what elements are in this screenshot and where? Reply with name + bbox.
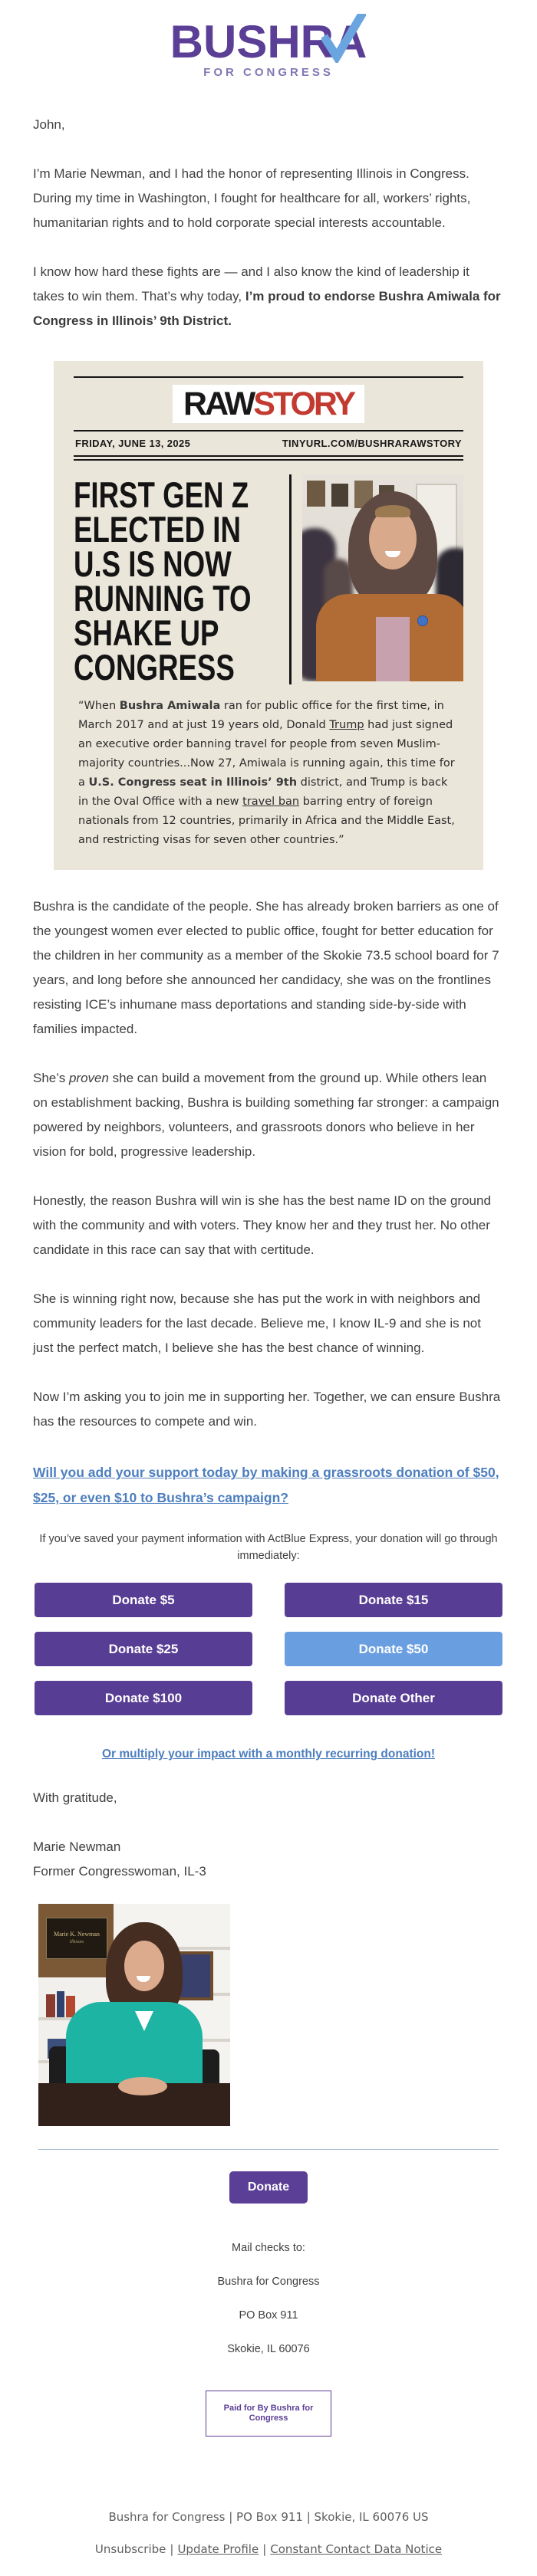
email-content bbox=[0, 113, 537, 2437]
clipping-top-rule bbox=[74, 376, 463, 378]
mail-checks-heading: Mail checks to: bbox=[232, 2242, 305, 2254]
headline-line: CONGRESS bbox=[74, 647, 235, 687]
headline-line: FIRST GEN Z bbox=[74, 474, 249, 515]
trump-link-text: Trump bbox=[329, 719, 364, 731]
donate-other-button[interactable]: Donate Other bbox=[285, 1681, 502, 1715]
framed-photo bbox=[178, 1951, 213, 2000]
footer bbox=[0, 2510, 537, 2576]
paragraph-endorsement: I know how hard these fights are — and I also know the kind of leadership it takes to win them. That’s why today, I’m proud to endorse Bushra Amiwala for Congress in Illinois’ 9th District. bbox=[33, 264, 501, 328]
signoff: With gratitude, bbox=[33, 1790, 117, 1805]
rawstory-masthead bbox=[74, 385, 463, 423]
headline-line: SHAKE UP bbox=[74, 612, 219, 653]
mail-checks-org: Bushra for Congress bbox=[217, 2276, 320, 2288]
donate-100-button[interactable]: Donate $100 bbox=[35, 1681, 252, 1715]
sender-title: Former Congresswoman, IL-3 bbox=[33, 1864, 206, 1879]
donate-15-button[interactable]: Donate $15 bbox=[285, 1583, 502, 1617]
rawstory-clipping bbox=[54, 361, 483, 870]
footer-links: Unsubscribe | Update Profile | Constant Contact Data Notice bbox=[94, 2542, 443, 2556]
campaign-logo bbox=[0, 11, 537, 79]
donate-50-button[interactable]: Donate $50 bbox=[285, 1632, 502, 1666]
footer-address: Bushra for Congress | PO Box 911 | Skokie, IL 60076 US bbox=[108, 2510, 429, 2524]
recurring-donation-link[interactable]: Or multiply your impact with a monthly recurring donation! bbox=[101, 1747, 436, 1761]
marie-newman-photo bbox=[38, 1904, 230, 2126]
greeting: John, bbox=[33, 117, 65, 132]
logo-tagline: FOR CONGRESS bbox=[203, 66, 334, 79]
headline-line: RUNNING TO bbox=[74, 578, 252, 619]
donate-5-button[interactable]: Donate $5 bbox=[35, 1583, 252, 1617]
paragraph-candidate: Bushra is the candidate of the people. She has already broken barriers as one of the youngest women ever elected to public office, fought for better education for the children in her community as a member of the Skokie 73.5 school board for 7 years, and long before she announced her candidacy, she was on the frontlines resisting ICE’s inhumane mass deportations and standing side-by-side with families impacted. bbox=[33, 899, 499, 1036]
mail-checks-city: Skokie, IL 60076 bbox=[227, 2343, 310, 2355]
logo-wordmark bbox=[170, 18, 367, 66]
checkmark-icon bbox=[321, 14, 366, 63]
travel-ban-link-text: travel ban bbox=[242, 796, 300, 808]
clipping-caption: “When Bushra Amiwala ran for public office for the first time, in March 2017 and at just 19 years old, Donald Trump had just signed an executive order banning travel for people from seven Muslim-majority countries...Now 27, Amiwala is running again, this time for a U.S. Congress seat in Illinois’ 9th district, and Trump is back in the Oval Office with a new travel ban barring entry of foreign nationals from 12 countries, primarily in Africa and the Middle East, and restricting visas for seven other countries.” bbox=[78, 700, 455, 846]
unsubscribe-link[interactable]: Unsubscribe bbox=[94, 2542, 166, 2556]
paragraph-intro: I’m Marie Newman, and I had the honor of representing Illinois in Congress. During my time in Washington, I fought for healthcare for all, workers’ rights, humanitarian rights and to hold corporate special interests accountable. bbox=[33, 166, 471, 230]
mail-checks-block bbox=[33, 2242, 504, 2355]
masthead-raw: RAW bbox=[183, 386, 254, 422]
headline-line: U.S IS NOW bbox=[74, 543, 232, 584]
headline-line: ELECTED IN bbox=[74, 509, 241, 550]
donate-grid bbox=[35, 1583, 502, 1715]
paragraph-ask: Now I’m asking you to join me in supporting her. Together, we can ensure Bushra has the resources to compete and win. bbox=[33, 1390, 501, 1429]
clipping-headline bbox=[74, 474, 292, 687]
endorsement-bold-text: I’m proud to endorse Bushra Amiwala for Congress in Illinois’ 9th District. bbox=[33, 289, 501, 328]
clipping-date: FRIDAY, JUNE 13, 2025 bbox=[75, 438, 191, 449]
clipping-url: TINYURL.COM/BUSHRARAWSTORY bbox=[282, 438, 462, 449]
logo-letter-a: A bbox=[334, 18, 367, 66]
masthead-story: STORY bbox=[253, 386, 354, 422]
donate-25-button[interactable]: Donate $25 bbox=[35, 1632, 252, 1666]
mail-checks-po-box: PO Box 911 bbox=[239, 2309, 298, 2322]
paid-for-disclaimer: Paid for By Bushra for Congress bbox=[206, 2391, 331, 2437]
bushra-photo bbox=[302, 474, 463, 681]
divider bbox=[38, 2149, 499, 2150]
donate-button[interactable]: Donate bbox=[229, 2171, 308, 2204]
sender-name: Marie Newman bbox=[33, 1839, 121, 1854]
data-notice-link[interactable]: Constant Contact Data Notice bbox=[270, 2542, 443, 2556]
update-profile-link[interactable]: Update Profile bbox=[177, 2542, 259, 2556]
paragraph-movement: She’s proven she can build a movement from the ground up. While others lean on establishment backing, Bushra is building something far stronger: a campaign powered by neighbors, volunteers, and grassroots donors who believe in her vision for bold, progressive leadership. bbox=[33, 1071, 499, 1159]
nameplate: Marie K. Newman Illinois bbox=[46, 1918, 107, 1959]
paragraph-name-id: Honestly, the reason Bushra will win is she has the best name ID on the ground with the community and with voters. They know her and they trust her. No other candidate in this race can say that with certitude. bbox=[33, 1193, 491, 1257]
donation-cta-link[interactable]: Will you add your support today by making a grassroots donation of $50, $25, or even $10 to Bushra’s campaign? bbox=[33, 1465, 499, 1505]
logo-word-prefix: BUSHR bbox=[170, 16, 334, 67]
actblue-note: If you’ve saved your payment information with ActBlue Express, your donation will go through immediately: bbox=[39, 1533, 498, 1562]
paragraph-winning: She is winning right now, because she has put the work in with neighbors and community leaders for the last decade. Believe me, I know IL-9 and she is not just the perfect match, I believe she has the best chance of winning. bbox=[33, 1291, 481, 1355]
